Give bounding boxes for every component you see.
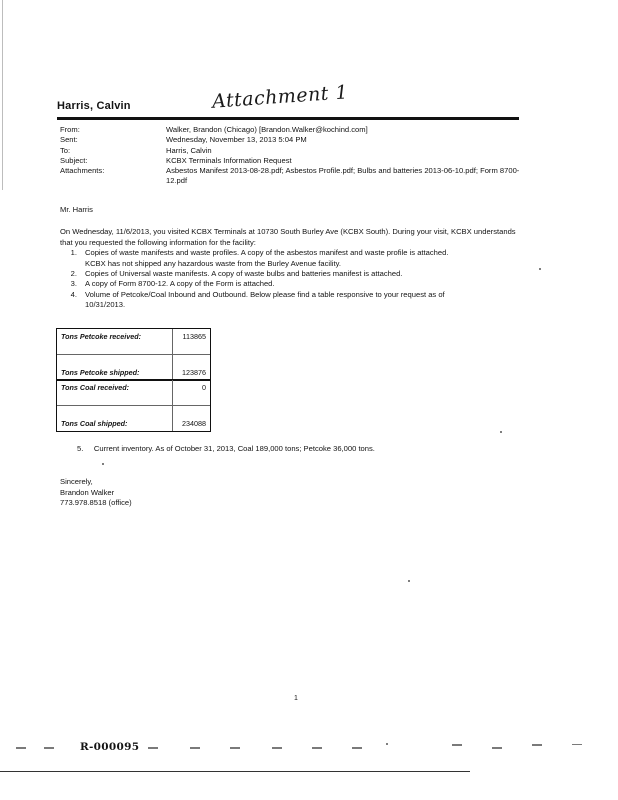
footer-rule [0, 771, 470, 772]
scan-speck [500, 431, 502, 433]
petcoke-table [56, 328, 211, 381]
list-item-text: A copy of Form 8700-12. A copy of the Form is attached. [85, 279, 275, 289]
list-item [60, 269, 528, 279]
bates-number: R-000095 [80, 741, 140, 753]
scan-speck [539, 268, 541, 270]
list-item-text: KCBX has not shipped any hazardous waste from the Burley Avenue facility. [85, 258, 341, 268]
inventory-number: 5. [77, 444, 84, 453]
header-row-subject [60, 156, 530, 166]
header-label: Sent: [60, 135, 78, 145]
header-value: Asbestos Manifest 2013-08-28.pdf; Asbestos Profile.pdf; Bulbs and batteries 2013-06-10.pdf; Form 8700-12.pdf [166, 166, 520, 186]
petcoke-received-label: Tons Petcoke received: [61, 332, 142, 341]
header-value: Wednesday, November 13, 2013 5:04 PM [166, 135, 307, 145]
header-label: From: [60, 125, 80, 134]
petcoke-shipped-label: Tons Petcoke shipped: [61, 368, 140, 377]
memo-name-title: Harris, Calvin [57, 100, 131, 112]
intro-paragraph: On Wednesday, 11/6/2013, you visited KCBX Terminals at 10730 South Burley Ave (KCBX South). During your visit, KCBX understands that you requested the following information for the facility: [60, 227, 516, 247]
signature-name: Brandon Walker [60, 487, 115, 497]
header-label: To: [60, 145, 71, 155]
inventory-item [77, 444, 375, 453]
list-item-text: 10/31/2013. [85, 300, 126, 310]
page-number: 1 [294, 695, 298, 702]
header-row-to [60, 146, 530, 156]
scan-speck [386, 743, 388, 745]
header-label: Attachments: [60, 166, 105, 176]
request-list [60, 248, 528, 310]
petcoke-shipped-value: 123876 [182, 368, 206, 377]
header-label: Subject: [60, 155, 88, 165]
scan-speck [102, 463, 104, 465]
coal-shipped-value: 234088 [182, 419, 206, 428]
header-row-from [60, 125, 530, 135]
list-item-number: 3. [70, 279, 77, 289]
scan-edge-line [2, 0, 3, 190]
header-row-attachments [60, 166, 530, 187]
header-row-sent [60, 135, 530, 145]
list-item-number: 1. [70, 248, 77, 258]
signature-phone: 773.978.8518 (office) [60, 498, 132, 508]
email-body [60, 205, 528, 311]
table-row [57, 329, 210, 354]
petcoke-received-value: 113865 [182, 332, 206, 341]
list-item-text: Volume of Petcoke/Coal Inbound and Outbound. Below please find a table responsive to your request as of [85, 289, 445, 299]
signature-block [60, 477, 132, 509]
header-value: KCBX Terminals Information Request [166, 155, 292, 165]
coal-shipped-label: Tons Coal shipped: [61, 419, 128, 428]
list-item-text: Copies of Universal waste manifests. A copy of waste bulbs and batteries manifest is attached. [85, 269, 403, 279]
coal-received-label: Tons Coal received: [61, 383, 130, 392]
list-item-number: 2. [70, 269, 77, 279]
list-item [60, 248, 528, 258]
header-value: Walker, Brandon (Chicago) [Brandon.Walker@kochind.com] [166, 125, 368, 134]
greeting: Mr. Harris [60, 205, 93, 214]
handwritten-attachment-note: Attachment 1 [211, 81, 349, 113]
list-item-continuation [60, 259, 528, 269]
header-value: Harris, Calvin [166, 145, 212, 155]
list-item-number: 4. [70, 289, 77, 299]
list-item-text: Copies of waste manifests and waste profiles. A copy of the asbestos manifest and waste profile is attached. [85, 248, 449, 258]
table-row [57, 380, 210, 405]
scan-speck [408, 580, 410, 582]
header-rule [57, 117, 519, 120]
email-header [60, 125, 530, 187]
coal-received-value: 0 [202, 383, 206, 392]
signature-closing: Sincerely, [60, 477, 93, 486]
coal-table [56, 379, 211, 432]
list-item-continuation [60, 300, 528, 310]
inventory-text: Current inventory. As of October 31, 2013, Coal 189,000 tons; Petcoke 36,000 tons. [93, 444, 375, 453]
list-item [60, 279, 528, 289]
list-item [60, 290, 528, 300]
table-row [57, 354, 210, 380]
table-row [57, 405, 210, 431]
